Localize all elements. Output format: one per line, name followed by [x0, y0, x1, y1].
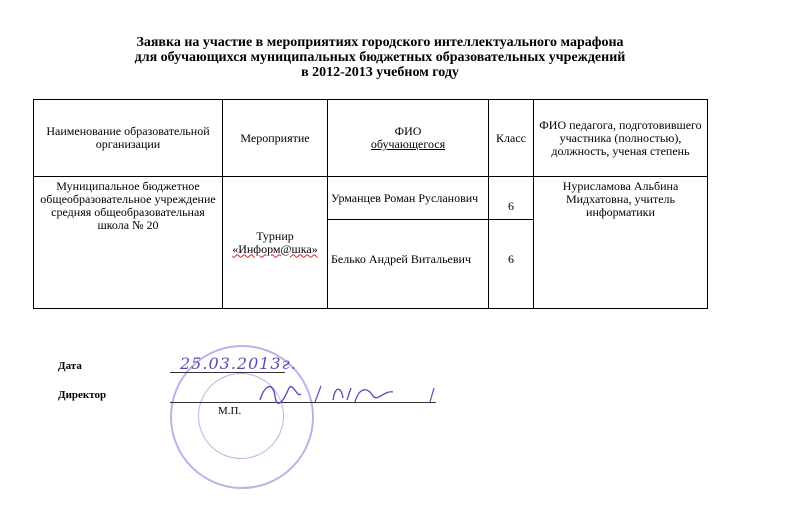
header-org: Наименование образовательной организации — [34, 100, 223, 177]
title-line-1: Заявка на участие в мероприятиях городского интеллектуального марафона — [136, 35, 624, 50]
header-class: Класс — [489, 100, 534, 177]
header-teacher: ФИО педагога, подготовившего участника (полностью), должность, ученая степень — [534, 100, 708, 177]
event-line2: «Информ@шка» — [232, 241, 318, 256]
header-name-line1: ФИО — [394, 124, 422, 138]
table-header-row — [34, 100, 708, 177]
table-row — [34, 177, 708, 220]
stamp-place-label: М.П. — [218, 405, 242, 417]
header-name-line2: обучающегося — [370, 137, 446, 151]
event-line1: Турнир — [256, 228, 294, 243]
cell-student-class: 6 — [489, 220, 534, 309]
title-line-3: в 2012-2013 учебном году — [301, 65, 459, 80]
date-line — [170, 372, 285, 373]
document-title — [40, 35, 720, 80]
application-table — [33, 99, 708, 309]
cell-student-name: Белько Андрей Витальевич — [328, 220, 489, 309]
date-label: Дата — [58, 360, 82, 372]
header-event: Мероприятие — [223, 100, 328, 177]
date-value: 25.03.2013г. — [180, 354, 297, 373]
title-line-2: для обучающихся муниципальных бюджетных образовательных учреждений — [134, 50, 626, 65]
director-signature — [255, 378, 440, 408]
cell-org: Муниципальное бюджетное общеобразовательное учреждение средняя общеобразовательная школа № 20 — [34, 177, 223, 309]
cell-teacher: Нурисламова Альбина Мидхатовна, учитель информатики — [534, 177, 708, 309]
director-label: Директор — [58, 389, 107, 401]
cell-student-name: Урманцев Роман Русланович — [328, 177, 489, 220]
cell-event — [223, 177, 328, 309]
cell-student-class: 6 — [489, 177, 534, 220]
header-name — [328, 100, 489, 177]
